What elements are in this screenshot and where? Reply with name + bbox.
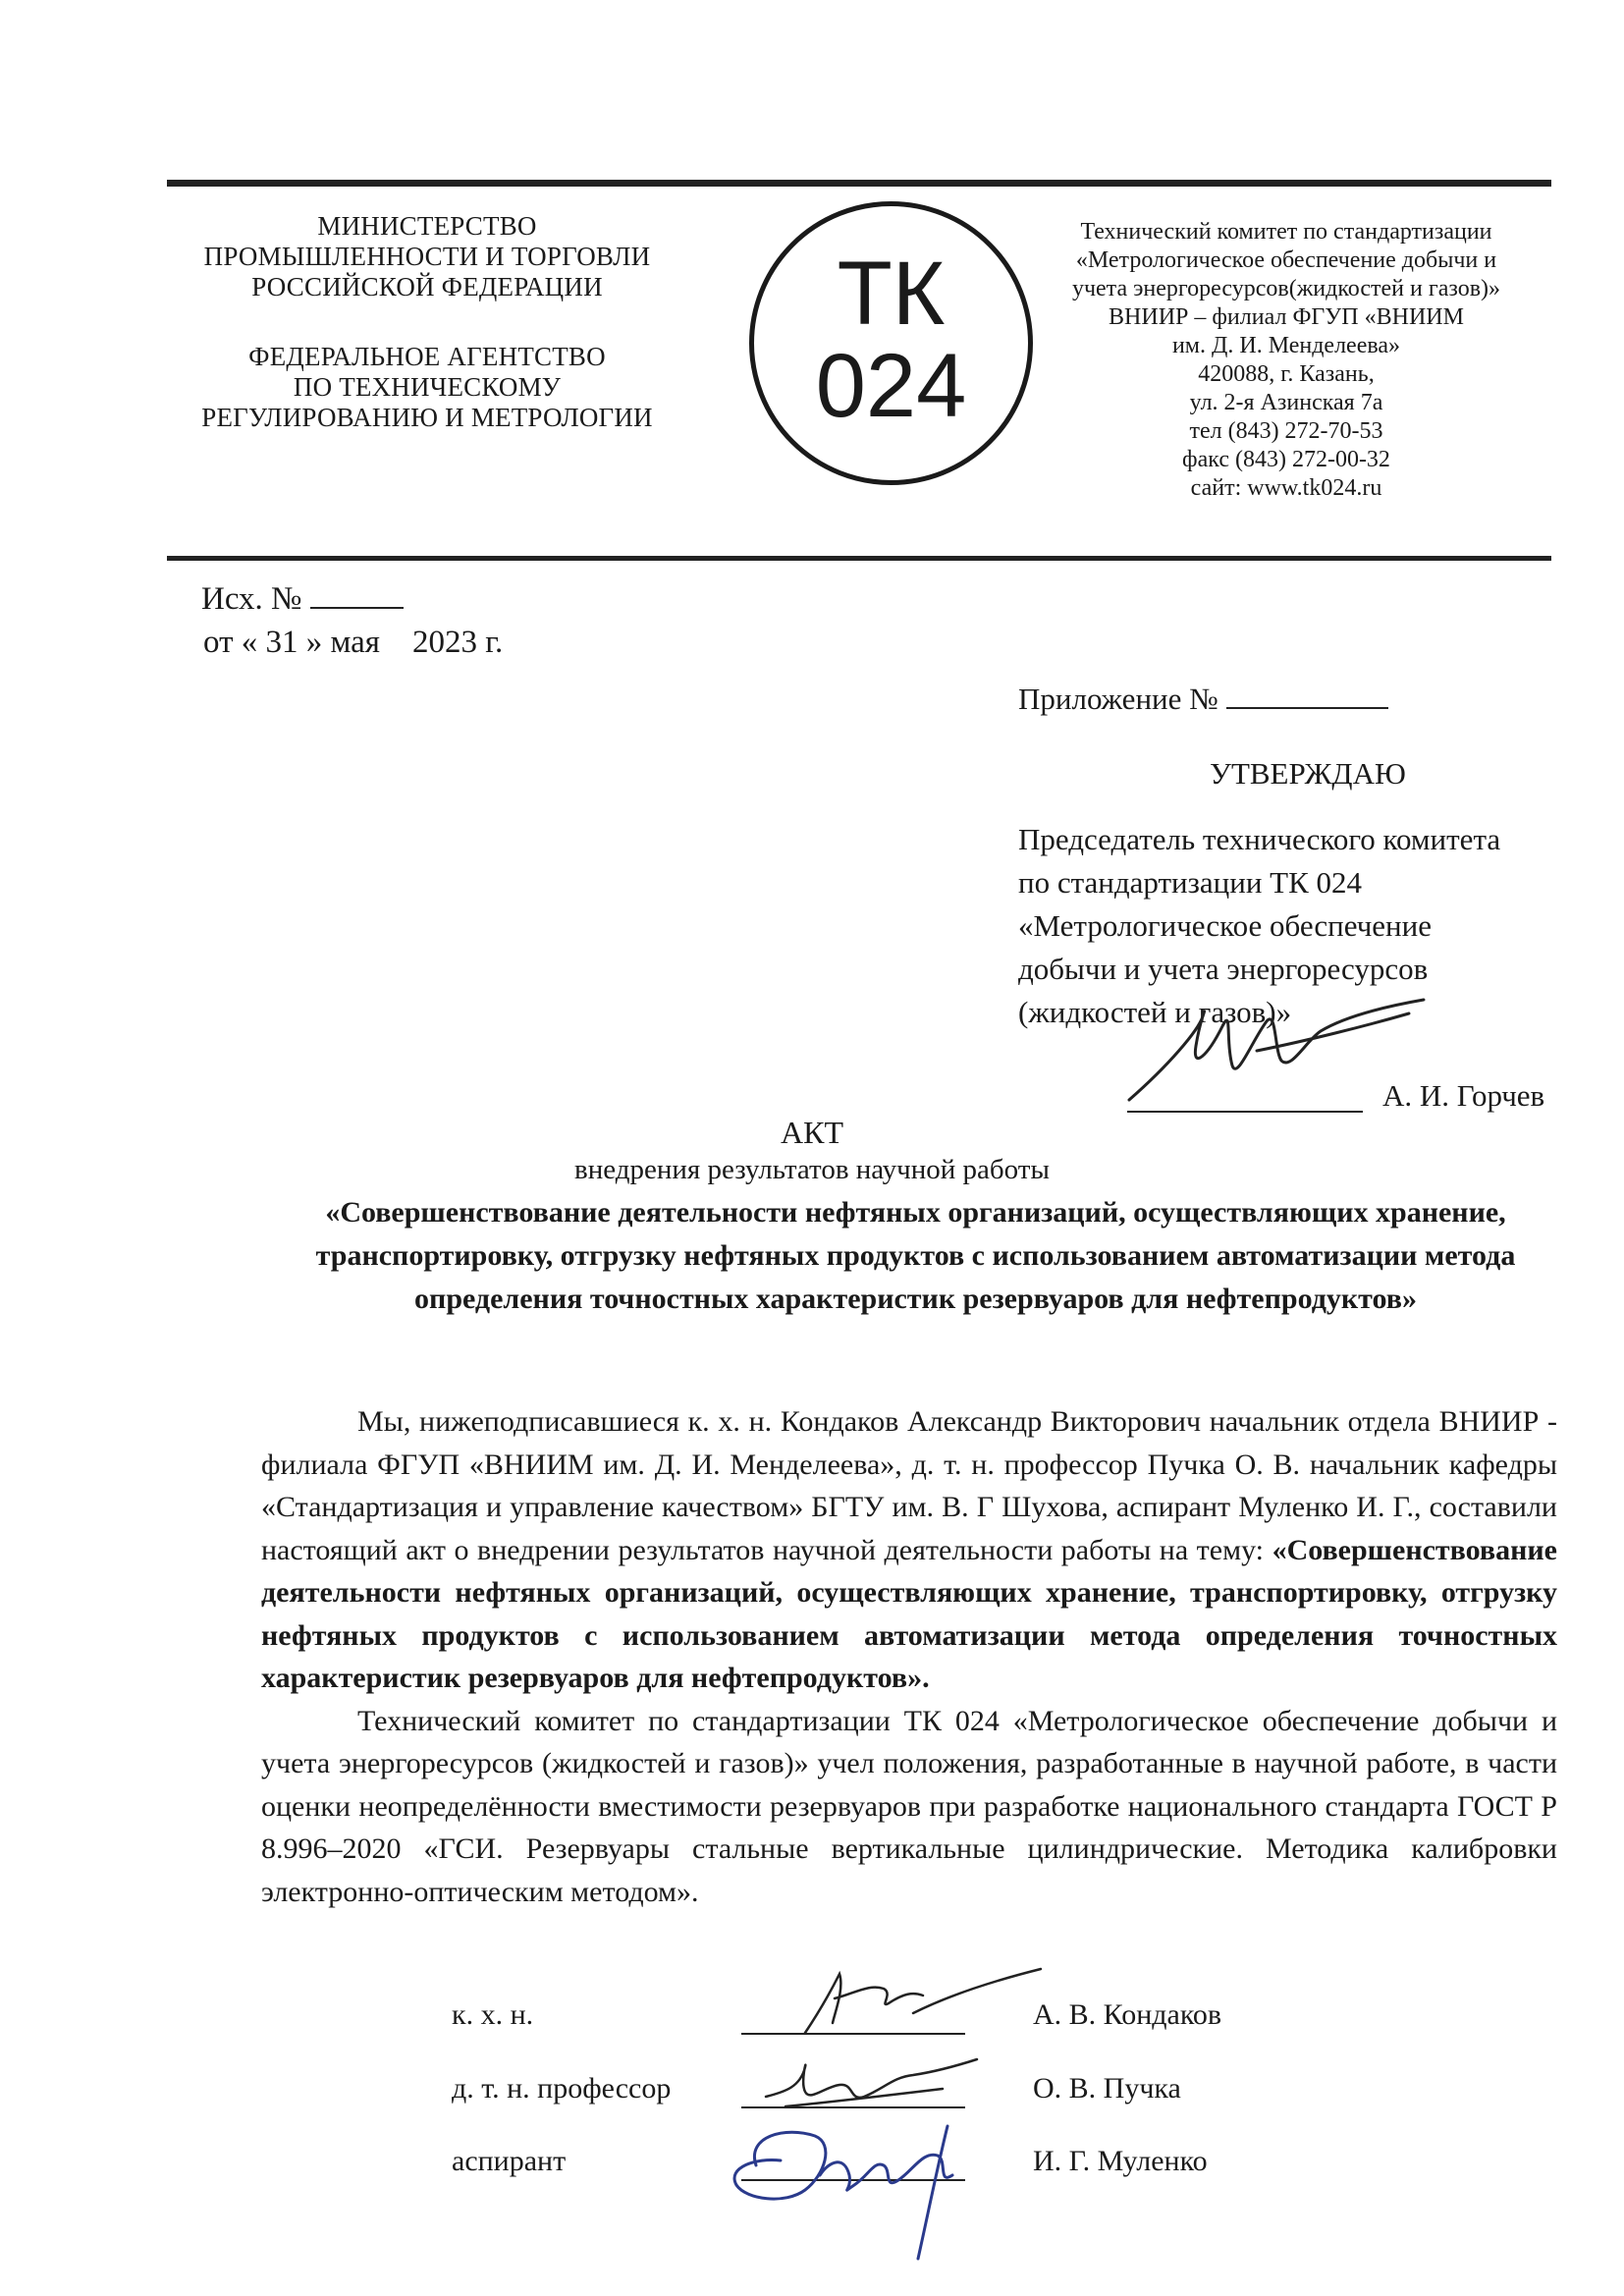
act-title: АКТ bbox=[781, 1115, 843, 1150]
approve-heading: УТВЕРЖДАЮ bbox=[1210, 756, 1406, 791]
chair-name: А. И. Горчев bbox=[1382, 1078, 1545, 1113]
committee-line: тел (843) 272-70-53 bbox=[1189, 418, 1383, 444]
ministry-block bbox=[162, 211, 692, 433]
committee-line: факс (843) 272-00-32 bbox=[1182, 447, 1390, 472]
committee-line: 420088, г. Казань, bbox=[1198, 361, 1375, 387]
chair-line: Председатель технического комитета bbox=[1018, 822, 1501, 856]
ministry-line: ПРОМЫШЛЕННОСТИ И ТОРГОВЛИ bbox=[203, 242, 651, 271]
chair-line: по стандартизации ТК 024 bbox=[1018, 865, 1363, 900]
ministry-line: РОССИЙСКОЙ ФЕДЕРАЦИИ bbox=[251, 272, 603, 301]
logo-line2: 024 bbox=[815, 336, 967, 436]
body-p1-text: Мы, нижеподписавшиеся к. х. н. Кондаков Александр Викторович начальник отдела ВНИИР - филиала ФГУП «ВНИИМ им. Д. И. Менделеева», д. т. н. профессор Пучка О. В. начальник кафедры «Стандартизация и управление качеством» БГТУ им. В. Г Шухова, аспирант Муленко И. Г., составили настоящий акт о внедрении результатов научной деятельности работы на тему: bbox=[261, 1405, 1557, 1566]
act-body bbox=[261, 1400, 1557, 1913]
act-subtitle: внедрения результатов научной работы bbox=[574, 1154, 1050, 1185]
chair-line: (жидкостей и газов)» bbox=[1018, 995, 1292, 1029]
body-paragraph-2: Технический комитет по стандартизации ТК 024 «Метрологическое обеспечение добычи и учета энергоресурсов (жидкостей и газов)» учел положения, разработанные в научной работе, в части оценки неопределённости вместимости резервуаров при разработке национального стандарта ГОСТ Р 8.996–2020 «ГСИ. Резервуары стальные вертикальные цилиндрические. Методика калибровки электронно-оптическим методом». bbox=[261, 1704, 1557, 1908]
committee-line: учета энергоресурсов(жидкостей и газов)» bbox=[1071, 276, 1501, 301]
body-p1-topic: «Совершенствование деятельности нефтяных организаций, осуществляющих хранение, транспортировку, отгрузку нефтяных продуктов с использованием автоматизации метода определения точностных характеристик резервуаров для нефтепродуктов». bbox=[261, 1533, 1557, 1694]
ministry-line: МИНИСТЕРСТВО bbox=[317, 211, 537, 241]
signatory-name: А. В. Кондаков bbox=[1033, 1998, 1222, 2031]
mulenko-signature bbox=[727, 2106, 1001, 2269]
chair-line: добычи и учета энергоресурсов bbox=[1018, 952, 1429, 986]
agency-line: ПО ТЕХНИЧЕСКОМУ bbox=[293, 372, 562, 402]
committee-info bbox=[992, 218, 1581, 503]
agency-line: ФЕДЕРАЛЬНОЕ АГЕНТСТВО bbox=[248, 342, 606, 371]
committee-line: им. Д. И. Менделеева» bbox=[1171, 333, 1401, 358]
outgoing-block bbox=[201, 577, 503, 664]
appendix-line bbox=[1018, 678, 1568, 721]
appendix-number-blank bbox=[1226, 682, 1388, 709]
committee-line: ул. 2-я Азинская 7а bbox=[1189, 390, 1383, 415]
header-bottom-rule bbox=[167, 556, 1551, 561]
committee-line: сайт: www.tk024.ru bbox=[1190, 475, 1382, 501]
act-topic: «Совершенствование деятельности нефтяных организаций, осуществляющих хранение, транспортировку, отгрузку нефтяных продуктов с использованием автоматизации метода определения точностных характеристик резервуаров для нефтепродуктов» bbox=[315, 1196, 1516, 1315]
committee-line: ВНИИР – филиал ФГУП «ВНИИМ bbox=[1109, 304, 1464, 330]
agency-line: РЕГУЛИРОВАНИЮ И МЕТРОЛОГИИ bbox=[201, 403, 653, 432]
appendix-label: Приложение № bbox=[1018, 682, 1218, 716]
signatory-name: И. Г. Муленко bbox=[1033, 2145, 1208, 2177]
signatory-role: д. т. н. профессор bbox=[452, 2072, 672, 2105]
outgoing-date: от « 31 » мая 2023 г. bbox=[203, 625, 504, 660]
signatory-name: О. В. Пучка bbox=[1033, 2072, 1181, 2105]
signatory-role: аспирант bbox=[452, 2145, 567, 2177]
logo-line1: ТК bbox=[837, 244, 946, 344]
header-top-rule bbox=[167, 180, 1551, 187]
committee-line: Технический комитет по стандартизации bbox=[1080, 219, 1492, 245]
body-paragraph-1 bbox=[261, 1400, 1557, 1700]
kondakov-signature bbox=[776, 1964, 1051, 2043]
outgoing-number-blank bbox=[310, 579, 404, 609]
committee-line: «Метрологическое обеспечение добычи и bbox=[1075, 247, 1497, 273]
outgoing-number-label: Исх. № bbox=[201, 581, 302, 617]
signatory-role: к. х. н. bbox=[452, 1998, 534, 2031]
chair-signature bbox=[1110, 972, 1434, 1120]
chair-line: «Метрологическое обеспечение bbox=[1018, 908, 1432, 943]
